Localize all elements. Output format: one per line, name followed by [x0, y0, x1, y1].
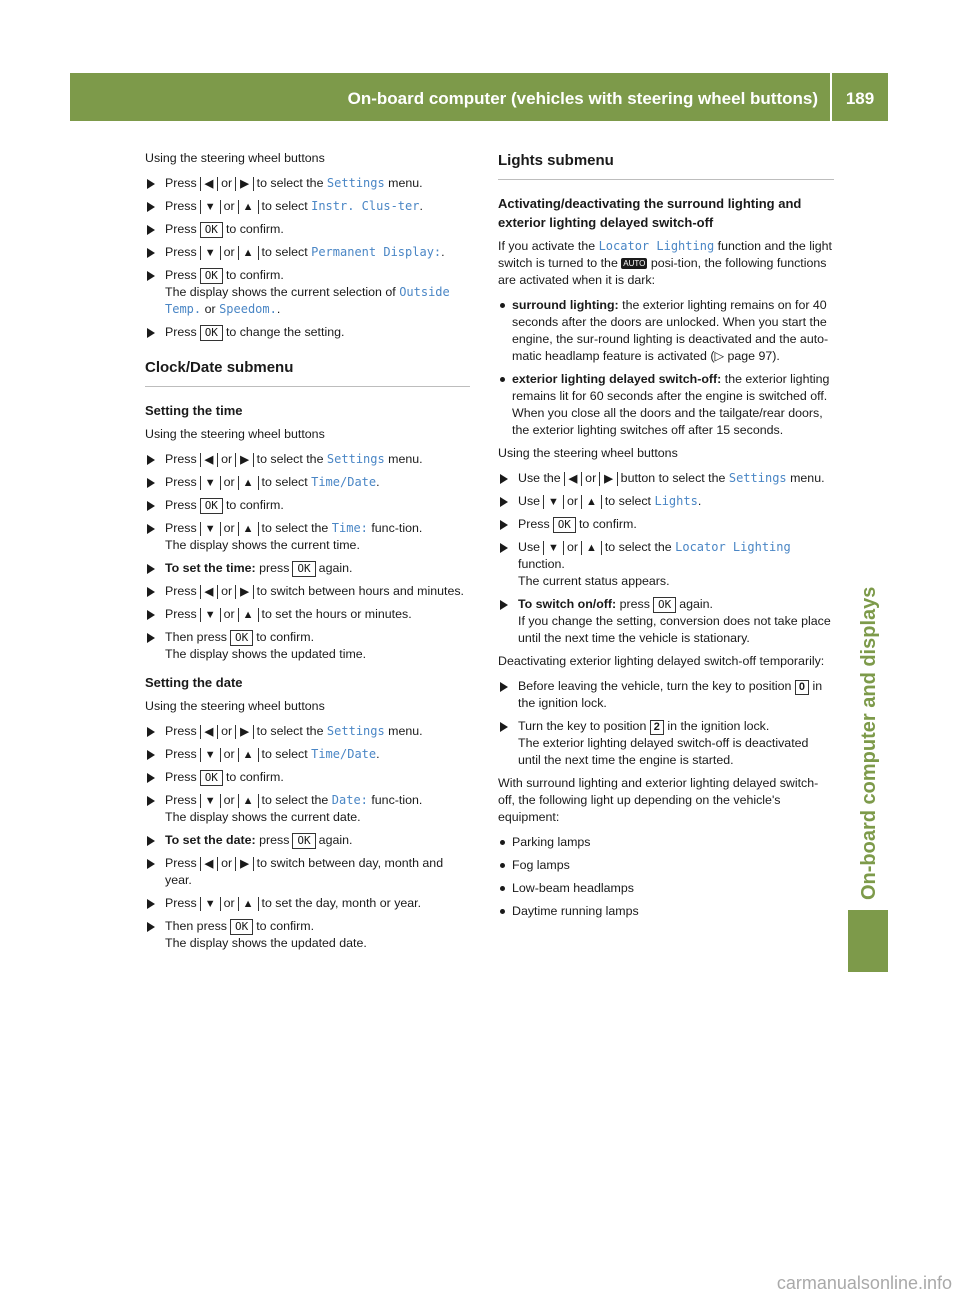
key-position-2: 2 — [650, 720, 664, 735]
paragraph: With surround lighting and exterior lighting delayed switch-off, the following light up depending on the vehicle's equipment: — [498, 776, 819, 824]
instruction-step: Press ▼ or ▲ to select the Date: func-tion. The display shows the current date. — [145, 792, 470, 826]
intro-text: Using the steering wheel buttons — [145, 151, 325, 165]
ok-key: OK — [200, 222, 223, 238]
left-arrow-key: ◀ — [200, 857, 218, 871]
step-arrow-icon — [147, 922, 155, 932]
side-tab-label: On-board computer and displays — [858, 586, 880, 900]
instruction-step: Press ◀ or ▶ to select the Settings menu. — [145, 451, 470, 468]
bullet-icon — [500, 377, 505, 382]
instruction-step: Press ◀ or ▶ to select the Settings menu. — [145, 175, 470, 192]
step-arrow-icon — [147, 455, 155, 465]
display-text: Time/Date — [311, 475, 377, 489]
instruction-step: Press ▼ or ▲ to select the Time: func-tion. The display shows the current time. — [145, 520, 470, 554]
instruction-step: Press ▼ or ▲ to select Permanent Display:. — [145, 244, 470, 261]
up-arrow-key: ▲ — [238, 522, 259, 536]
instruction-step: Press ▼ or ▲ to set the day, month or year. — [145, 895, 470, 912]
subsection-heading: Setting the date — [145, 675, 243, 690]
step-arrow-icon — [147, 501, 155, 511]
instruction-step: Press ▼ or ▲ to select Instr. Clus-ter. — [145, 198, 470, 215]
step-arrow-icon — [147, 587, 155, 597]
list-item: Fog lamps — [498, 857, 834, 874]
paragraph: Deactivating exterior lighting delayed switch-off temporarily: — [498, 654, 825, 668]
display-text: Speedom. — [219, 302, 277, 316]
display-text: Settings — [326, 452, 385, 466]
step-arrow-icon — [147, 610, 155, 620]
ok-key: OK — [200, 268, 223, 284]
ok-key: OK — [653, 597, 676, 613]
step-arrow-icon — [147, 633, 155, 643]
down-arrow-key: ▼ — [543, 495, 564, 509]
list-item: Low-beam headlamps — [498, 880, 834, 897]
instruction-step: Use the ◀ or ▶ button to select the Settings menu. — [498, 470, 834, 487]
step-arrow-icon — [500, 722, 508, 732]
left-arrow-key: ◀ — [200, 453, 218, 467]
bullet-icon — [500, 840, 505, 845]
instruction-step: Then press OK to confirm. The display shows the updated date. — [145, 918, 470, 952]
left-column — [145, 150, 470, 958]
right-arrow-key: ▶ — [235, 725, 253, 739]
section-heading: Lights submenu — [498, 152, 834, 180]
step-arrow-icon — [147, 478, 155, 488]
instruction-step: Use ▼ or ▲ to select the Locator Lighting function. The current status appears. — [498, 539, 834, 590]
up-arrow-key: ▲ — [238, 476, 259, 490]
step-arrow-icon — [147, 271, 155, 281]
bullet-icon — [500, 886, 505, 891]
right-arrow-key: ▶ — [599, 472, 617, 486]
intro-text: Using the steering wheel buttons — [145, 427, 325, 441]
down-arrow-key: ▼ — [200, 476, 221, 490]
down-arrow-key: ▼ — [200, 608, 221, 622]
instruction-step: Then press OK to confirm. The display shows the updated time. — [145, 629, 470, 663]
left-arrow-key: ◀ — [200, 177, 218, 191]
key-position-0: 0 — [795, 680, 809, 695]
step-arrow-icon — [147, 773, 155, 783]
step-arrow-icon — [147, 179, 155, 189]
list-item: exterior lighting delayed switch-off: the exterior lighting remains lit for 60 seconds after the engine is switched off. When you close all the doors and the tailgate/rear doors, the exterior lighting switches off after 15 seconds. — [498, 371, 834, 439]
ok-key: OK — [230, 630, 253, 646]
left-arrow-key: ◀ — [200, 585, 218, 599]
paragraph: If you activate the Locator Lighting function and the light switch is turned to the AUTO posi-tion, the following functions are activated when it is dark: — [498, 239, 832, 287]
instruction-step: Before leaving the vehicle, turn the key to position 0 in the ignition lock. — [498, 678, 834, 712]
bullet-icon — [500, 863, 505, 868]
display-text: Lights — [654, 494, 698, 508]
intro-text: Using the steering wheel buttons — [498, 446, 678, 460]
step-arrow-icon — [147, 859, 155, 869]
display-text: Permanent Display: — [311, 245, 442, 259]
step-arrow-icon — [147, 836, 155, 846]
page-header-title: On-board computer (vehicles with steering wheel buttons) — [347, 89, 818, 108]
ok-key: OK — [292, 561, 315, 577]
step-arrow-icon — [147, 202, 155, 212]
display-text: Date: — [331, 793, 368, 807]
bullet-icon — [500, 303, 505, 308]
display-text: Time: — [331, 521, 368, 535]
display-text: Locator Lighting — [675, 540, 791, 554]
down-arrow-key: ▼ — [200, 522, 221, 536]
step-arrow-icon — [500, 682, 508, 692]
display-text: Settings — [326, 176, 385, 190]
instruction-step: Press ▼ or ▲ to select Time/Date. — [145, 746, 470, 763]
instruction-step: Press ◀ or ▶ to switch between day, month and year. — [145, 855, 470, 889]
auto-light-symbol-icon: AUTO — [623, 259, 646, 269]
ok-key: OK — [553, 517, 576, 533]
step-arrow-icon — [147, 225, 155, 235]
down-arrow-key: ▼ — [200, 748, 221, 762]
right-arrow-key: ▶ — [235, 453, 253, 467]
instruction-step: Press ◀ or ▶ to select the Settings menu. — [145, 723, 470, 740]
step-arrow-icon — [147, 248, 155, 258]
watermark[interactable]: carmanualsonline.info — [776, 1273, 952, 1293]
instruction-step: Press ▼ or ▲ to set the hours or minutes. — [145, 606, 470, 623]
instruction-step: Press OK to change the setting. — [145, 324, 470, 341]
step-arrow-icon — [147, 524, 155, 534]
list-item: Daytime running lamps — [498, 903, 834, 920]
step-arrow-icon — [500, 497, 508, 507]
step-arrow-icon — [147, 328, 155, 338]
up-arrow-key: ▲ — [238, 794, 259, 808]
instruction-step: Press OK to confirm. — [145, 497, 470, 514]
instruction-step: Press ◀ or ▶ to switch between hours and minutes. — [145, 583, 470, 600]
display-text: Instr. Clus-ter — [311, 199, 420, 213]
ok-key: OK — [292, 833, 315, 849]
instruction-step: Press ▼ or ▲ to select Time/Date. — [145, 474, 470, 491]
step-arrow-icon — [147, 750, 155, 760]
right-column — [498, 150, 834, 926]
right-arrow-key: ▶ — [235, 585, 253, 599]
up-arrow-key: ▲ — [581, 495, 602, 509]
step-arrow-icon — [147, 727, 155, 737]
step-arrow-icon — [500, 600, 508, 610]
down-arrow-key: ▼ — [200, 246, 221, 260]
left-arrow-key: ◀ — [200, 725, 218, 739]
subsection-heading: Setting the time — [145, 403, 243, 418]
list-item: surround lighting: the exterior lighting remains on for 40 seconds after the doors are unlocked. When you start the engine, the sur-round lighting is deactivated and the auto-matic headlamp feature is activated (▷ page 97). — [498, 297, 834, 365]
side-tab — [848, 140, 888, 900]
subsection-heading: Activating/deactivating the surround lighting and exterior lighting delayed switch-off — [498, 196, 802, 230]
display-text: Locator Lighting — [598, 239, 715, 253]
up-arrow-key: ▲ — [238, 608, 259, 622]
step-arrow-icon — [147, 899, 155, 909]
down-arrow-key: ▼ — [200, 794, 221, 808]
bullet-icon — [500, 909, 505, 914]
display-text: Settings — [728, 471, 787, 485]
step-arrow-icon — [500, 474, 508, 484]
display-text: Outside Temp. — [165, 285, 450, 316]
down-arrow-key: ▼ — [200, 200, 221, 214]
instruction-step: Use ▼ or ▲ to select Lights. — [498, 493, 834, 510]
page-number: 189 — [845, 89, 875, 108]
step-arrow-icon — [500, 520, 508, 530]
step-arrow-icon — [500, 543, 508, 553]
instruction-step: Press OK to confirm. — [498, 516, 834, 533]
step-arrow-icon — [147, 564, 155, 574]
instruction-step: To set the date: press OK again. — [145, 832, 470, 849]
section-heading: Clock/Date submenu — [145, 359, 470, 387]
down-arrow-key: ▼ — [200, 897, 221, 911]
up-arrow-key: ▲ — [581, 541, 602, 555]
instruction-step: Turn the key to position 2 in the ignition lock. The exterior lighting delayed switch-off is deactivated until the next time the engine is started. — [498, 718, 834, 769]
display-text: Settings — [326, 724, 385, 738]
instruction-step: To set the time: press OK again. — [145, 560, 470, 577]
intro-text: Using the steering wheel buttons — [145, 699, 325, 713]
up-arrow-key: ▲ — [238, 748, 259, 762]
instruction-step: Press OK to confirm. — [145, 769, 470, 786]
right-arrow-key: ▶ — [235, 177, 253, 191]
left-arrow-key: ◀ — [564, 472, 582, 486]
up-arrow-key: ▲ — [238, 246, 259, 260]
up-arrow-key: ▲ — [238, 897, 259, 911]
instruction-step: To switch on/off: press OK again. If you change the setting, conversion does not take place until the next time the vehicle is stationary. — [498, 596, 834, 647]
ok-key: OK — [200, 325, 223, 341]
step-arrow-icon — [147, 796, 155, 806]
ok-key: OK — [200, 770, 223, 786]
right-arrow-key: ▶ — [235, 857, 253, 871]
display-text: Time/Date — [311, 747, 377, 761]
up-arrow-key: ▲ — [238, 200, 259, 214]
instruction-step: Press OK to confirm. — [145, 221, 470, 238]
down-arrow-key: ▼ — [543, 541, 564, 555]
list-item: Parking lamps — [498, 834, 834, 851]
instruction-step: Press OK to confirm. The display shows the current selection of Outside Temp. or Speedom.. — [145, 267, 470, 318]
side-tab-marker — [848, 910, 888, 972]
ok-key: OK — [230, 919, 253, 935]
ok-key: OK — [200, 498, 223, 514]
